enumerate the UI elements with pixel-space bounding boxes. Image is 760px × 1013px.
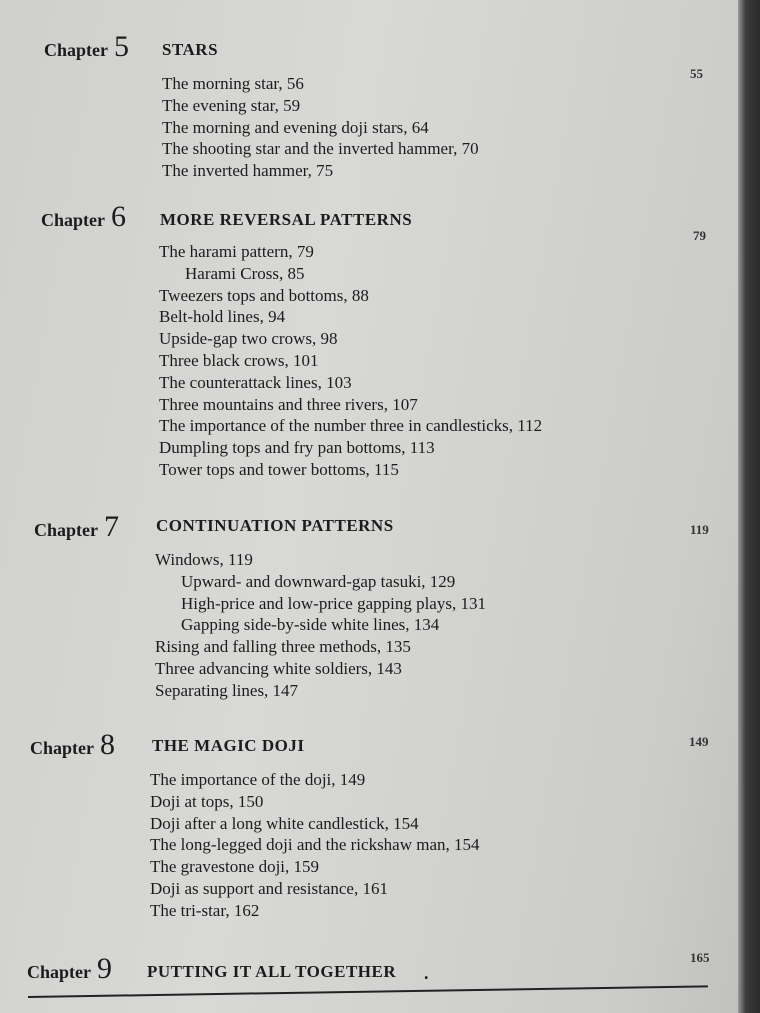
toc-entry: The counterattack lines, 103 (159, 372, 352, 392)
toc-entry: Three mountains and three rivers, 107 (159, 394, 418, 414)
chapter-label: Chapter (30, 738, 94, 758)
toc-entry: Upside-gap two crows, 98 (159, 329, 338, 349)
chapter-heading (30, 728, 115, 762)
chapter-page-number: 55 (690, 66, 703, 81)
trailing-dot: . (424, 963, 429, 983)
toc-subentry: Upward- and downward-gap tasuki, 129 (181, 571, 456, 591)
toc-entry: Doji at tops, 150 (150, 791, 264, 811)
chapter-title: CONTINUATION PATTERNS (156, 516, 394, 535)
toc-entry: The evening star, 59 (162, 95, 301, 115)
chapter-label: Chapter (41, 210, 105, 230)
toc-entry: Windows, 119 (155, 550, 253, 569)
chapter-label: Chapter (34, 520, 98, 540)
toc-entry: Doji after a long white candlestick, 154 (150, 813, 419, 833)
chapter-entry-list (155, 549, 486, 702)
toc-entry: The gravestone doji, 159 (150, 857, 320, 877)
bottom-rule-divider (28, 985, 708, 998)
toc-subentry: Harami Cross, 85 (185, 263, 305, 283)
chapter-page-number: 149 (689, 734, 709, 749)
toc-entry: Tower tops and tower bottoms, 115 (159, 459, 399, 479)
toc-entry: Dumpling tops and fry pan bottoms, 113 (159, 438, 435, 458)
toc-subentry: High-price and low-price gapping plays, 131 (181, 593, 486, 613)
chapter-heading (27, 952, 112, 986)
chapter-page-number: 165 (690, 950, 710, 965)
chapter-label: Chapter (44, 40, 108, 60)
page-edge-shadow (738, 0, 760, 1013)
toc-entry: Three black crows, 101 (159, 350, 319, 370)
toc-entry: The harami pattern, 79 (159, 242, 314, 261)
chapter-number: 7 (104, 510, 119, 543)
toc-subentry: Gapping side-by-side white lines, 134 (181, 615, 440, 635)
toc-entry: The morning and evening doji stars, 64 (162, 117, 429, 137)
chapter-entry-list (159, 241, 542, 481)
chapter-page-number: 79 (693, 228, 706, 243)
chapter-title: PUTTING IT ALL TOGETHER (147, 962, 397, 981)
chapter-page-number: 119 (690, 522, 709, 537)
chapter-heading (41, 200, 126, 234)
toc-entry: The inverted hammer, 75 (162, 161, 334, 181)
chapter-number: 9 (97, 952, 112, 985)
chapter-number: 8 (100, 728, 115, 761)
chapter-title: STARS (162, 40, 219, 59)
toc-entry: The shooting star and the inverted hammer, 70 (162, 139, 479, 159)
toc-entry: Separating lines, 147 (155, 680, 299, 700)
toc-entry: Doji as support and resistance, 161 (150, 878, 388, 898)
chapter-title: THE MAGIC DOJI (152, 736, 305, 755)
toc-entry: Rising and falling three methods, 135 (155, 637, 411, 657)
chapter-entry-list (162, 73, 479, 182)
toc-entry: Tweezers tops and bottoms, 88 (159, 285, 369, 305)
chapter-heading (34, 510, 119, 544)
toc-entry: The long-legged doji and the rickshaw man, 154 (150, 835, 480, 855)
toc-entry: The importance of the number three in candlesticks, 112 (159, 416, 543, 436)
chapter-number: 5 (114, 30, 129, 63)
toc-entry: The morning star, 56 (162, 74, 304, 93)
chapter-number: 6 (111, 200, 126, 233)
toc-entry: The tri-star, 162 (150, 900, 260, 920)
toc-entry: Belt-hold lines, 94 (159, 307, 286, 327)
chapter-title: MORE REVERSAL PATTERNS (160, 210, 413, 229)
toc-entry: The importance of the doji, 149 (150, 770, 366, 789)
chapter-heading (44, 30, 129, 64)
chapter-entry-list (150, 769, 480, 922)
chapter-label: Chapter (27, 962, 91, 982)
toc-entry: Three advancing white soldiers, 143 (155, 658, 402, 678)
